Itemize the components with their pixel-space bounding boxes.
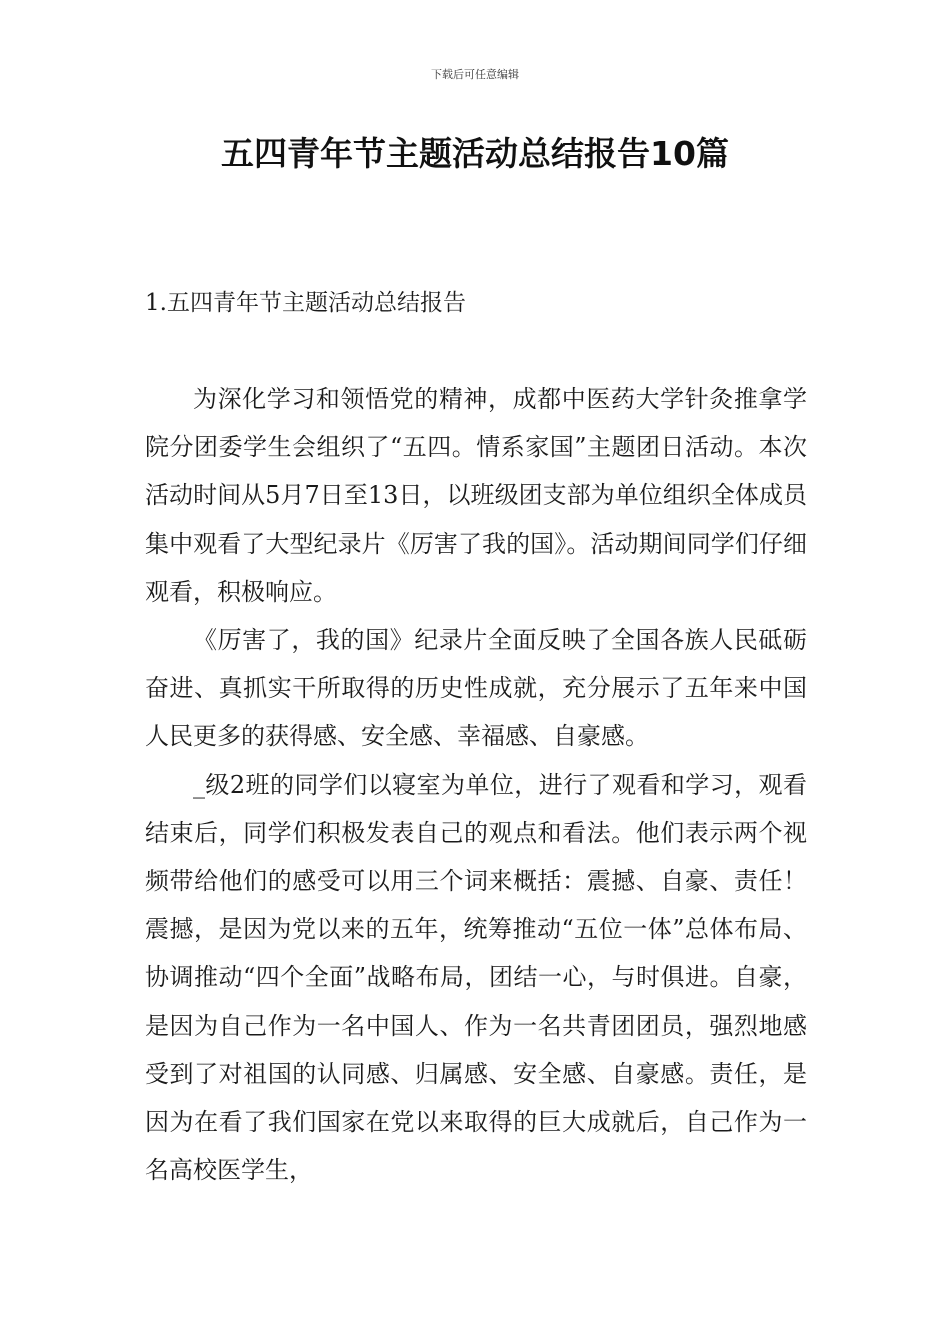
paragraph-2: 《厉害了，我的国》纪录片全面反映了全国各族人民砥砺奋进、真抓实干所取得的历史性成就，充分展示了五年来中国人民更多的获得感、安全感、幸福感、自豪感。 — [145, 626, 807, 751]
header-note: 下载后可任意编辑 — [431, 68, 519, 81]
document-title: 五四青年节主题活动总结报告10篇 — [221, 134, 729, 173]
body-text — [145, 375, 807, 1194]
paragraph-1: 为深化学习和领悟党的精神，成都中医药大学针灸推拿学院分团委学生会组织了“五四。情系家国”主题团日活动。本次活动时间从5月7日至13日，以班级团支部为单位组织全体成员集中观看了大型纪录片《厉害了我的国》。活动期间同学们仔细观看，积极响应。 — [145, 385, 807, 606]
paragraph-3: _级2班的同学们以寝室为单位，进行了观看和学习，观看结束后，同学们积极发表自己的观点和看法。他们表示两个视频带给他们的感受可以用三个词来概括：震撼、自豪、责任！震撼，是因为党以来的五年，统筹推动“五位一体”总体布局、协调推动“四个全面”战略布局，团结一心，与时俱进。自豪，是因为自己作为一名中国人、作为一名共青团团员，强烈地感受到了对祖国的认同感、归属感、安全感、自豪感。责任，是因为在看了我们国家在党以来取得的巨大成就后，自己作为一名高校医学生， — [145, 770, 807, 1185]
section-heading: 1.五四青年节主题活动总结报告 — [145, 290, 466, 316]
